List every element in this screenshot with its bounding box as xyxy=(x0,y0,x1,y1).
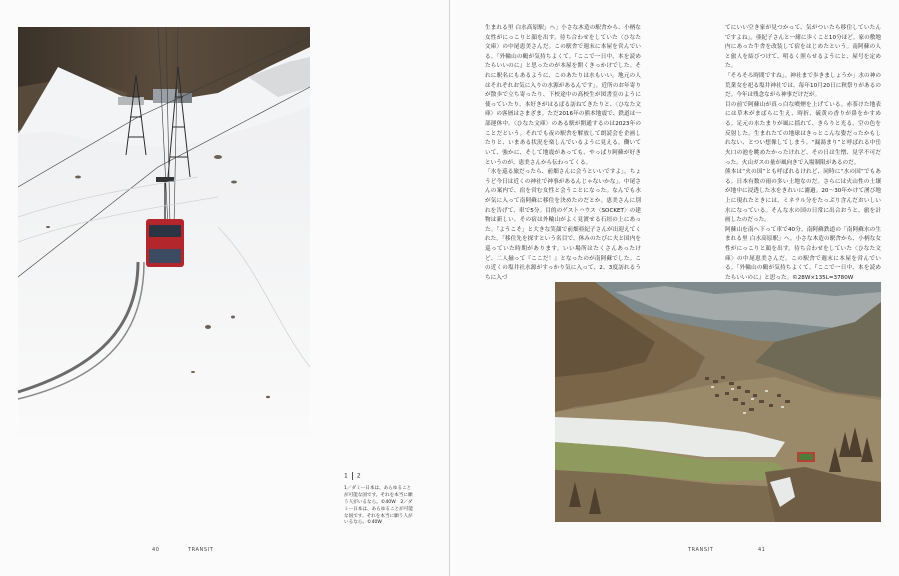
right-page-number: 41 xyxy=(758,547,766,553)
valley-photo xyxy=(555,282,881,522)
left-page xyxy=(0,0,449,576)
caption-number-1: 1 xyxy=(344,472,348,480)
photo-captions xyxy=(344,472,414,527)
left-magazine-name: TRANSIT xyxy=(188,547,214,553)
article-column-b xyxy=(725,24,881,281)
caption-numbers xyxy=(344,472,414,480)
paragraph: 「そろそろ時間ですね」。神社まで歩きましょうか」水の神の荒業女を祀る塩井神社では、毎年10月20日に秋祭りがあるのだ。今年は残念ながら神事だけだが。 xyxy=(725,73,881,99)
paragraph: 目の前で阿蘇山が真っ白な噴煙を上げている。赤茶けた地表には草木がまばらに生え、時折、硫黄の香りが鼻をかすめる。足元の水たまりが風に揺れて、きらりと光る。空の色を反射した。生まれたての地球はきっとこんな姿だったかもしれない、とつい想像してしまう。“漏湯まり”と呼ばれる中岳火口の池を眺めたかったけれど、その日は生憎、見学不可だった。火山ガスの量が風向きで入場制限があるのだ。 xyxy=(725,101,881,166)
paragraph: 阿蘇山を南へ下って車で40分。南阿蘇鉄道の「南阿蘇水の生まれる里 白水高原駅」へ。小さな木造の駅舎から、小柄な女性がにっこりと顔を出す。待ち合わせをしていた〈ひなた文庫〉の中尾恵美さんだ。この駅舎で週末に本屋を営んでいる。「外輪山の鶴が気持ちよくて。『ここで一日中、本を読めたらいいのに』と思った。©28W×135L=3780W xyxy=(725,226,881,281)
paragraph: 熊本は“火の国”とも呼ばれるけれど、同時に“水の国”でもある。日本有数の雨の多い土地なのだ。さらには火山性の土壌が地中に浸透した水をきれいに濾過。20〜30年かけて湧び地上に現れたときには、ミネラル分をたっぷり含んだおいしい水になっている。そんな水の国の日常に出合おうと、旅を計画したのだった。 xyxy=(725,169,881,224)
paragraph: 生まれる里 白水高原駅」へ」小さな木造の駅舎から、小柄な女性がにっこりと顔を出す。待ち合わせをしていた〈ひなた文庫〉の中尾恵美さんだ。この駅舎で週末に本屋を営んでいる。「外輪山の鶴が気持ちよくて。『ここで一日中、本を読めたらいいのに』と思ったのが本屋を開くきっかけでした。それに駅名にもあるように、このあたりは水もいい。地元の人はそれぞれお気に入りの水源があるんです」。近所のお年寄りが散歩で立ち寄ったり、下校途中の高校生が図書室のように使っていたり、本好きがはるばる訪ねてきたりと、〈ひなた文庫〉の客層はさまざま。ただ2016年の熊本地震で、鉄道は一部運休中。〈ひなた文庫〉のある駅が開通するのは2023年のことだという。それでも夜の駅舎を解放して朗読会を企画したりと、いまある状況を楽しんでいるように見える。働いていて、強かに、そして地震があっても、やっぱり阿蘇が好きというのが、恵美さんから伝わってくる。 xyxy=(485,25,641,166)
cable-car-photo xyxy=(18,27,310,436)
paragraph: てにいい空き家が見つかって、気がついたら移住していたんですよね」。亜紀子さんと一緒に歩くこと10分ほど。家の敷地内にあった牛舎を改装して宿をはじめたという。南阿蘇の人と旅人を結びつけて、明るく照らせるようにと、屋号を定めた。 xyxy=(725,25,881,70)
caption-separator xyxy=(352,472,353,480)
article-column-a xyxy=(485,24,641,279)
caption-text: 1／ダミー日本は、あらゆることが可能な国です。それを本当に願う人がいるなら。©40W 2／ダミー日本は、あらゆることが可能な国です。それを本当に願う人がいるなら。©40W xyxy=(344,486,413,526)
caption-number-2: 2 xyxy=(356,472,361,480)
right-magazine-name: TRANSIT xyxy=(688,547,714,553)
left-page-number: 40 xyxy=(152,547,160,553)
paragraph: 「水を巡る旅だったら、前畑さんに会うといいですよ」。ちょうど今日は近くの神社で神事があるんじゃないかな」。中尾さんの案内で、宿を営む女性と会うことになった。なんでも水が気に入って南阿蘇に移住を決めたのだとか。恵美さんに別れを告げて、車で5分。目的のゲストハウス〈SOCKET〉の建物は新しい。その宿は外輪山がよく見渡せる石垣の上にあった。「ようこそ」と大きな笑顔で前畑亜紀子さんが出迎えてくれた。「移住先を探すという名目で、休みのたびに夫と国内を巡っていた時期があります。いい場所はたくさんあったけど、二人揃って『ここだ！』となったのが南阿蘇でした。この近くの塩井社水源がすっかり気に入って、2、3度訪れるうちに入づ xyxy=(485,169,641,281)
